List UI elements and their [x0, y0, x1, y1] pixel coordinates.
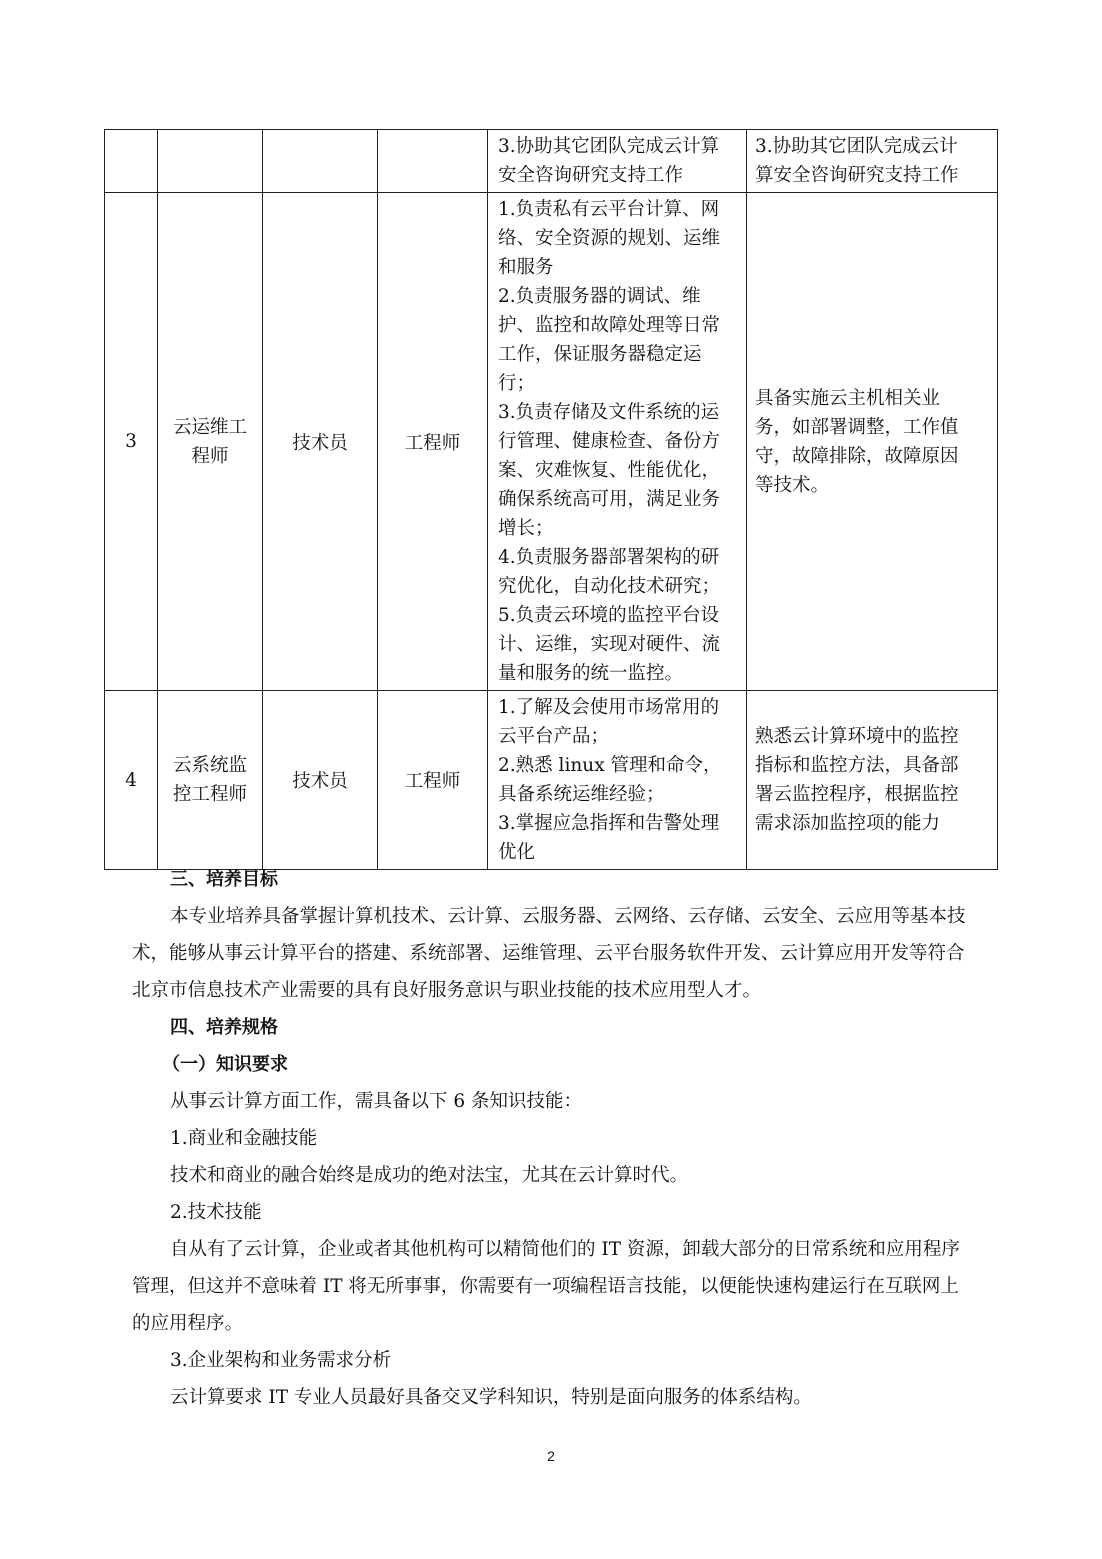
- cell-category-text: 技术员: [292, 771, 348, 792]
- cell-number: [105, 193, 158, 691]
- cell-duties-line: 具备系统运维经验；: [498, 784, 665, 805]
- knowledge-3-text: 云计算要求 IT 专业人员最好具备交叉学科知识，特别是面向服务的体系结构。: [170, 1387, 812, 1408]
- cell-abilities-line: 需求添加监控项的能力: [755, 813, 941, 834]
- knowledge-3-title: 3.企业架构和业务需求分析: [170, 1350, 392, 1371]
- cell-duties-line: 1.负责私有云平台计算、网: [498, 199, 720, 220]
- cell-duties-line: 量和服务的统一监控。: [498, 663, 684, 684]
- cell-duties-line: 确保系统高可用，满足业务: [498, 489, 721, 510]
- section-heading-training-goal: 三、培养目标: [170, 869, 278, 890]
- cell-duties-line: 2.熟悉 linux 管理和命令，: [498, 755, 722, 776]
- cell-duties-line: 安全咨询研究支持工作: [498, 165, 684, 186]
- cell-position: [158, 193, 263, 691]
- knowledge-intro: 从事云计算方面工作，需具备以下 6 条知识技能：: [170, 1091, 583, 1112]
- cell-abilities-line: 算安全咨询研究支持工作: [755, 165, 959, 186]
- subheading-knowledge: （一）知识要求: [162, 1054, 288, 1075]
- body-text: [132, 861, 977, 1416]
- cell-abilities-line: 3.协助其它团队完成云计: [755, 136, 958, 157]
- cell-number: [105, 691, 158, 870]
- cell-position-line: 云运维工: [172, 416, 247, 438]
- cell-number-text: 3: [125, 431, 137, 452]
- cell-abilities: [747, 130, 998, 193]
- cell-duties-line: 案、灾难恢复、性能优化，: [498, 460, 721, 481]
- table-row: [105, 193, 998, 691]
- cell-number-text: 4: [125, 769, 137, 791]
- cell-title: [378, 130, 488, 193]
- cell-duties-line: 究优化，自动化技术研究；: [498, 576, 721, 597]
- cell-category: [263, 691, 378, 870]
- cell-duties-line: 4.负责服务器部署架构的研: [498, 547, 720, 568]
- cell-duties-line: 2.负责服务器的调试、维: [498, 286, 701, 307]
- knowledge-2-title: 2.技术技能: [170, 1202, 262, 1223]
- cell-duties-line: 护、监控和故障处理等日常: [498, 315, 721, 336]
- cell-position-line: 控工程师: [172, 784, 247, 805]
- cell-duties-line: 3.协助其它团队完成云计算: [498, 136, 720, 157]
- section-heading-training-spec: 四、培养规格: [170, 1017, 278, 1038]
- cell-title-text: 工程师: [404, 771, 461, 792]
- cell-duties-line: 行管理、健康检查、备份方: [498, 431, 721, 452]
- page-number: 2: [547, 1448, 555, 1464]
- cell-abilities-line: 具备实施云主机相关业: [755, 387, 941, 409]
- cell-duties-line: 优化: [498, 842, 536, 863]
- cell-duties-line: 行；: [498, 373, 536, 394]
- cell-duties-line: 5.负责云环境的监控平台设: [498, 605, 720, 626]
- cell-duties-line: 1.了解及会使用市场常用的: [498, 697, 720, 718]
- cell-duties-line: 3.掌握应急指挥和告警处理: [498, 813, 720, 834]
- cell-position-line: 云系统监: [172, 755, 247, 776]
- table-row: [105, 130, 998, 193]
- cell-duties: [488, 130, 747, 193]
- cell-position: [158, 691, 263, 870]
- cell-number: [105, 130, 158, 193]
- cell-duties-line: 3.负责存储及文件系统的运: [498, 402, 720, 423]
- cell-duties-line: 计、运维，实现对硬件、流: [498, 634, 721, 655]
- cell-title-text: 工程师: [404, 432, 461, 454]
- knowledge-1-text: 技术和商业的融合始终是成功的绝对法宝，尤其在云计算时代。: [170, 1165, 689, 1186]
- cell-position: [158, 130, 263, 193]
- cell-title: [378, 193, 488, 691]
- knowledge-2-text: 自从有了云计算，企业或者其他机构可以精简他们的 IT 资源，卸载大部分的日常系统和应用程序管理，但这并不意味着 IT 将无所事事，你需要有一项编程语言技能，以便能快速构建运行在互联网上的应用程序。: [132, 1239, 960, 1334]
- cell-duties-line: 云平台产品；: [498, 726, 610, 747]
- cell-title: [378, 691, 488, 870]
- cell-duties-line: 工作，保证服务器稳定运: [498, 344, 702, 365]
- cell-abilities: [747, 193, 998, 691]
- cell-category: [263, 193, 378, 691]
- cell-abilities-line: 务，如部署调整，工作值: [755, 416, 959, 438]
- job-table: [104, 129, 998, 870]
- cell-abilities-line: 熟悉云计算环境中的监控: [755, 726, 959, 747]
- cell-abilities-line: 署云监控程序，根据监控: [755, 784, 959, 805]
- cell-position-line: 程师: [191, 445, 229, 467]
- cell-abilities: [747, 691, 998, 870]
- cell-duties-line: 络、安全资源的规划、运维: [498, 228, 721, 249]
- training-goal-paragraph: 本专业培养具备掌握计算机技术、云计算、云服务器、云网络、云存储、云安全、云应用等基本技术，能够从事云计算平台的搭建、系统部署、运维管理、云平台服务软件开发、云计算应用开发等符合北京市信息技术产业需要的具有良好服务意识与职业技能的技术应用型人才。: [132, 906, 966, 1001]
- cell-abilities-line: 守，故障排除，故障原因: [755, 445, 959, 467]
- knowledge-1-title: 1.商业和金融技能: [170, 1128, 318, 1149]
- cell-abilities-line: 指标和监控方法，具备部: [755, 755, 959, 776]
- cell-duties: [488, 193, 747, 691]
- cell-duties: [488, 691, 747, 870]
- cell-abilities-line: 等技术。: [755, 474, 830, 496]
- table-row: [105, 691, 998, 870]
- cell-category-text: 技术员: [292, 432, 348, 454]
- cell-duties-line: 增长；: [498, 518, 554, 539]
- cell-category: [263, 130, 378, 193]
- cell-duties-line: 和服务: [498, 257, 554, 278]
